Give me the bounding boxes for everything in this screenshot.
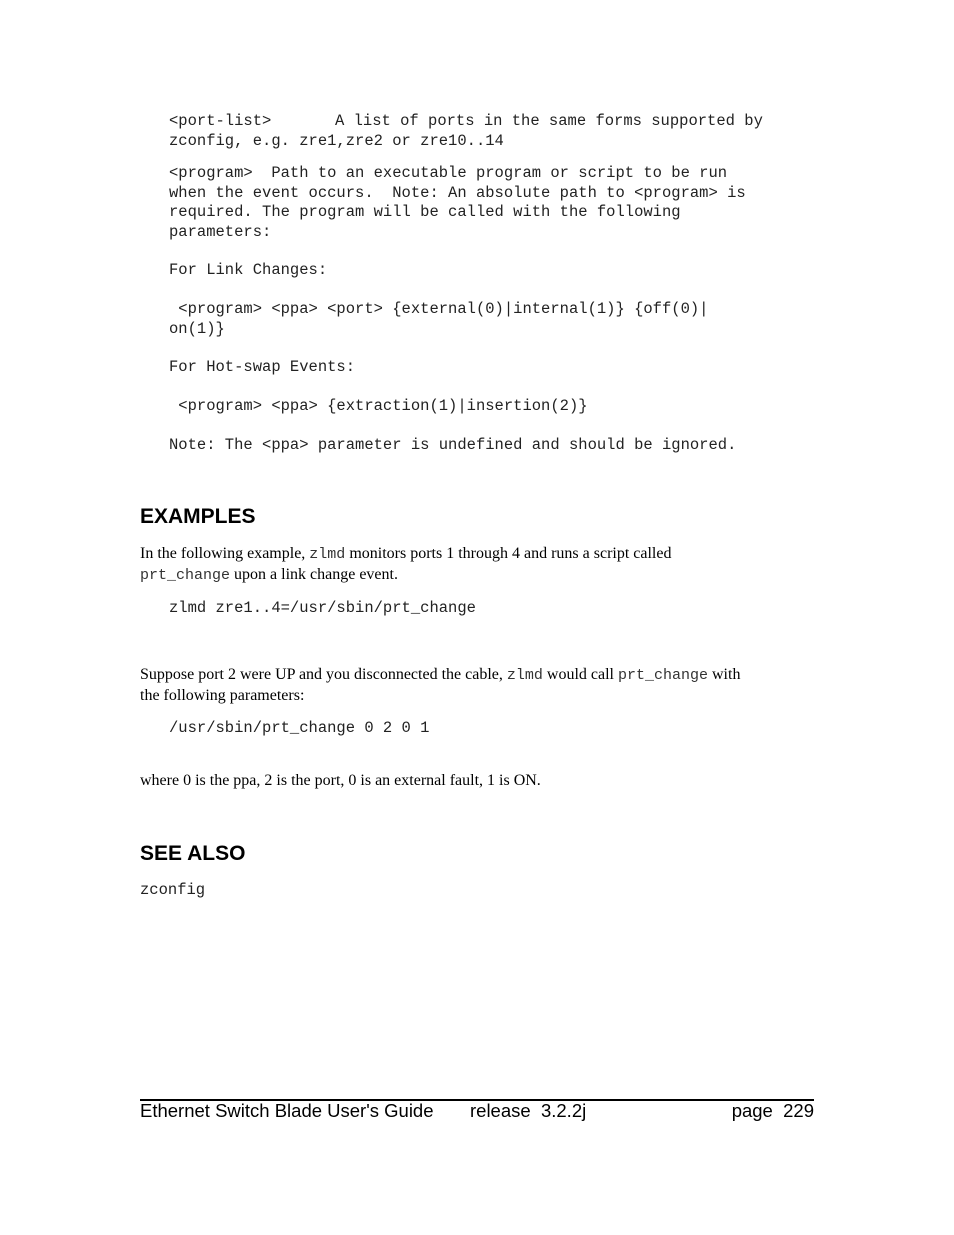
disconnect-text: would call — [542, 666, 618, 683]
port-list-description: A list of ports in the same forms supported by — [335, 112, 763, 130]
examples-disconnect-paragraph — [140, 665, 820, 705]
hotswap-usage: <program> <ppa> {extraction(1)|insertion(2)} — [169, 397, 588, 415]
disconnect-text: Suppose port 2 were UP and you disconnected the cable, — [140, 666, 507, 683]
intro-text: In the following example, — [140, 545, 310, 562]
footer-guide-title: Ethernet Switch Blade User's Guide — [140, 1100, 434, 1121]
disconnect-text: the following parameters: — [140, 686, 305, 704]
prt-change-script: prt_change — [617, 667, 708, 684]
link-changes-label: For Link Changes: — [169, 261, 328, 279]
examples-heading: EXAMPLES — [140, 505, 256, 528]
footer-release: release 3.2.2j — [470, 1100, 587, 1121]
example-call: /usr/sbin/prt_change 0 2 0 1 — [169, 719, 430, 737]
program-description-line: when the event occurs. Note: An absolute path to <program> is — [169, 184, 746, 202]
hotswap-label: For Hot-swap Events: — [169, 358, 356, 376]
program-description-line: <program> Path to an executable program or script to be run — [169, 164, 728, 182]
link-changes-usage: <program> <ppa> <port> {external(0)|internal(1)} {off(0)| — [169, 300, 709, 318]
link-changes-usage-cont: on(1)} — [169, 320, 225, 338]
intro-text: upon a link change event. — [230, 565, 398, 583]
see-also-heading: SEE ALSO — [140, 842, 246, 865]
disconnect-text: with — [708, 666, 741, 683]
zlmd-command: zlmd — [309, 546, 346, 563]
footer-page-number: page 229 — [731, 1100, 814, 1121]
prt-change-script: prt_change — [140, 566, 231, 584]
example-command: zlmd zre1..4=/usr/sbin/prt_change — [169, 599, 476, 617]
see-also-zconfig: zconfig — [140, 881, 206, 899]
zlmd-command: zlmd — [506, 667, 543, 684]
example-explanation: where 0 is the ppa, 2 is the port, 0 is an external fault, 1 is ON. — [140, 772, 541, 789]
port-list-description-cont: zconfig, e.g. zre1,zre2 or zre10..14 — [169, 132, 504, 150]
program-description-line: parameters: — [169, 223, 272, 241]
port-list-term: <port-list> — [169, 112, 272, 130]
examples-intro-paragraph — [140, 544, 820, 585]
ppa-note: Note: The <ppa> parameter is undefined and should be ignored. — [169, 436, 737, 454]
intro-text: monitors ports 1 through 4 and runs a script called — [345, 545, 672, 562]
program-description-line: required. The program will be called with the following — [169, 203, 681, 221]
